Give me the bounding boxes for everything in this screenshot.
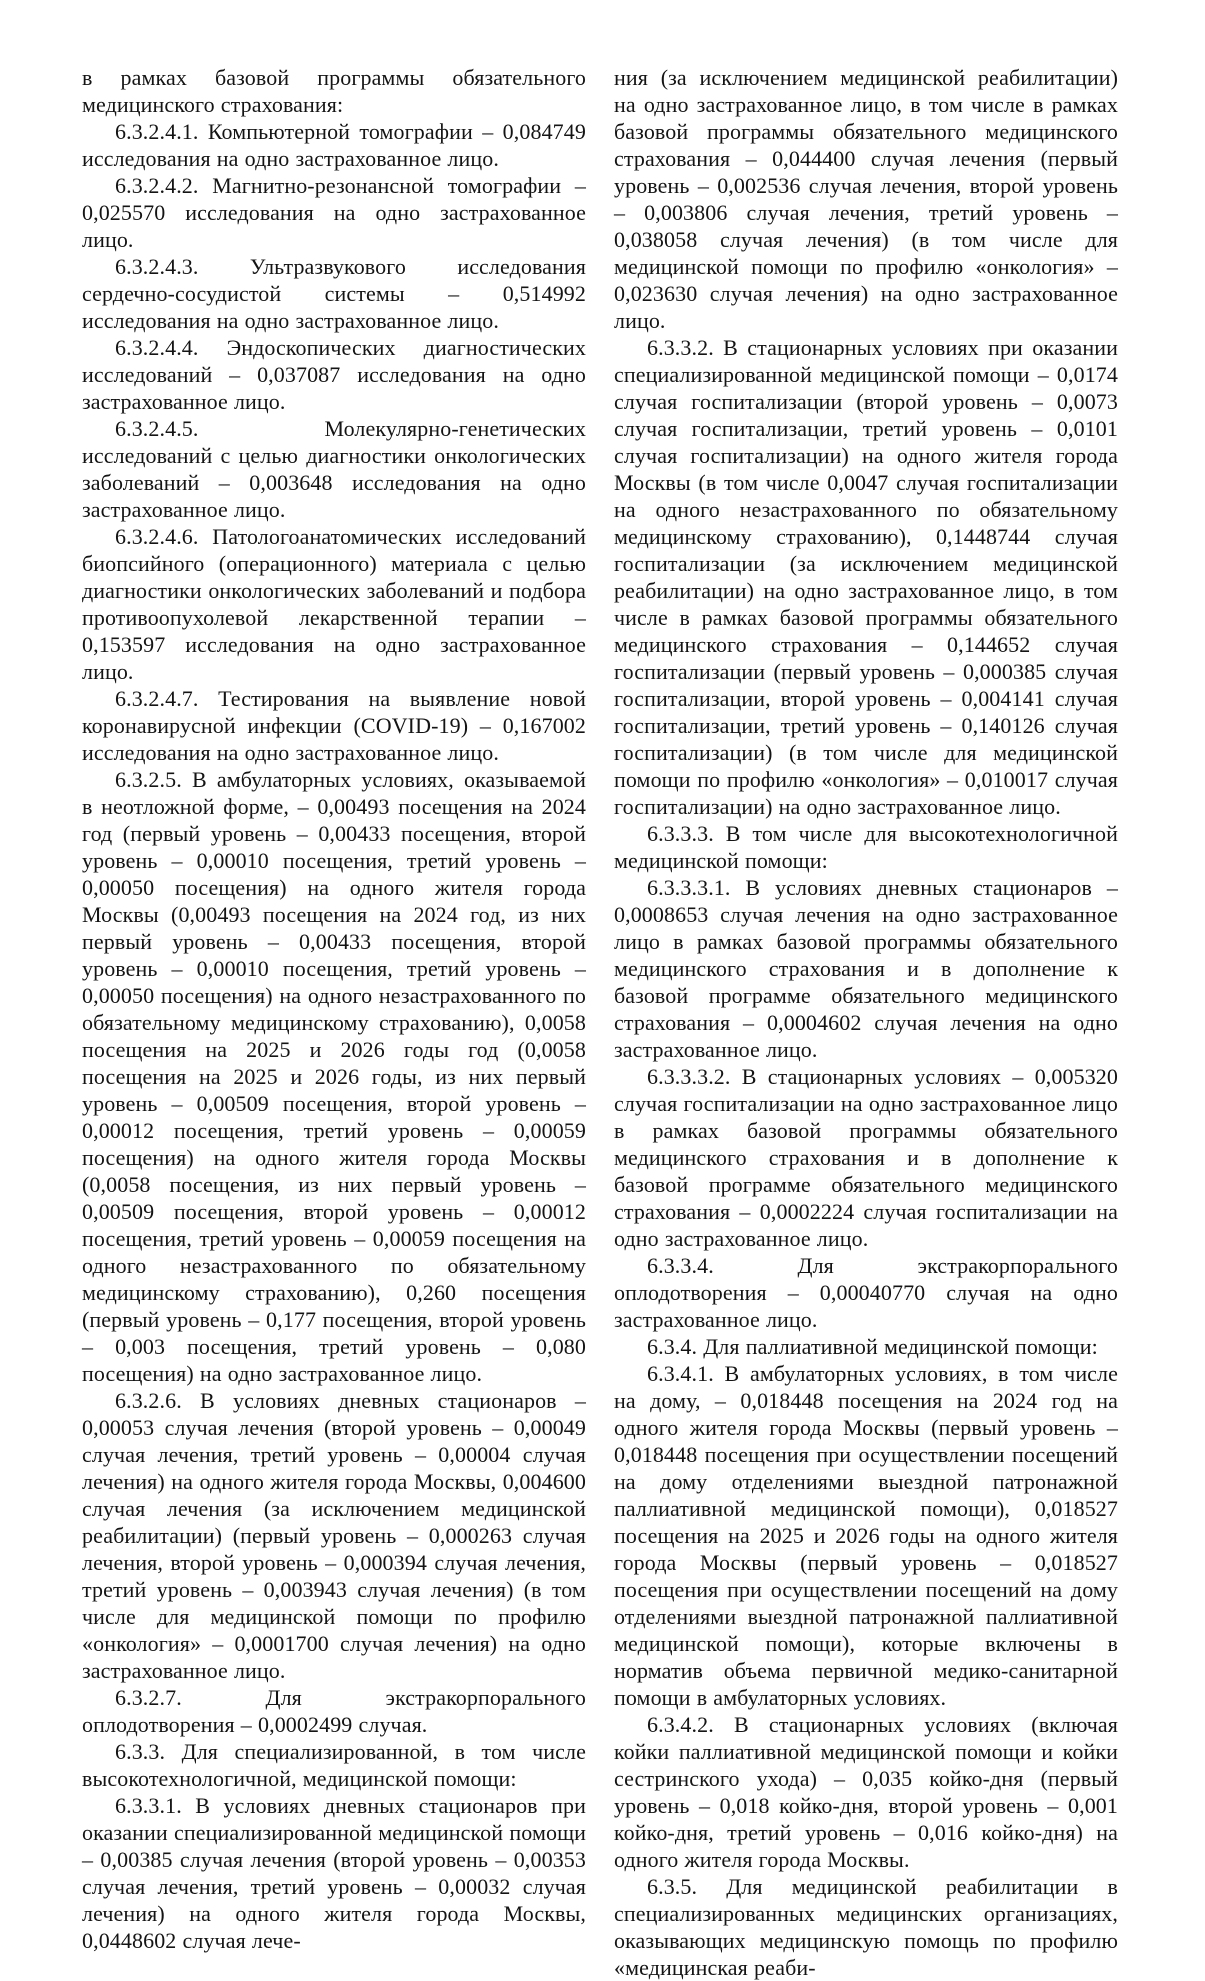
paragraph: 6.3.4. Для паллиативной медицинской помощи: xyxy=(647,1334,1098,1359)
paragraph: 6.3.5. Для медицинской реабилитации в специализированных медицинских организациях, оказывающих медицинскую помощь по профилю «медицинская реаби- xyxy=(614,1874,1118,1980)
paragraph: 6.3.2.4.1. Компьютерной томографии – 0,084749 исследования на одно застрахованное лицо. xyxy=(82,119,586,171)
paragraph: 6.3.2.4.6. Патологоанатомических исследований биопсийного (операционного) материала с целью диагностики онкологических заболеваний и подбора противоопухолевой лекарственной терапии – 0,153597 исследования на одно застрахованное лицо. xyxy=(82,524,586,684)
paragraph: 6.3.2.4.2. Магнитно-резонансной томографии – 0,025570 исследования на одно застрахованное лицо. xyxy=(82,173,586,252)
text-column-left xyxy=(82,64,586,1981)
paragraph: 6.3.3. Для специализированной, в том числе высокотехнологичной, медицинской помощи: xyxy=(82,1739,586,1791)
paragraph: 6.3.2.4.5. Молекулярно-генетических исследований с целью диагностики онкологических заболеваний – 0,003648 исследования на одно застрахованное лицо. xyxy=(82,416,586,522)
paragraph: 6.3.3.2. В стационарных условиях при оказании специализированной медицинской помощи – 0,0174 случая госпитализации (второй уровень – 0,0073 случая госпитализации, третий уровень – 0,0101 случая госпитализации) на одного жителя города Москвы (в том числе 0,0047 случая госпитализации на одного незастрахованного по обязательному медицинскому страхованию), 0,1448744 случая госпитализации (за исключением медицинской реабилитации) на одно застрахованное лицо, в том числе в рамках базовой программы обязательного медицинского страхования – 0,144652 случая госпитализации (первый уровень – 0,000385 случая госпитализации, второй уровень – 0,004141 случая госпитализации, третий уровень – 0,140126 случая госпитализации) (в том числе для медицинской помощи по профилю «онкология» – 0,010017 случая госпитализации) на одно застрахованное лицо. xyxy=(614,335,1118,819)
paragraph: в рамках базовой программы обязательного медицинского страхования: xyxy=(82,65,586,117)
paragraph: 6.3.3.4. Для экстракорпорального оплодотворения – 0,00040770 случая на одно застрахованное лицо. xyxy=(614,1253,1118,1332)
paragraph: ния (за исключением медицинской реабилитации) на одно застрахованное лицо, в том числе в рамках базовой программы обязательного медицинского страхования – 0,044400 случая лечения (первый уровень – 0,002536 случая лечения, второй уровень – 0,003806 случая лечения, третий уровень – 0,038058 случая лечения) (в том числе для медицинской помощи по профилю «онкология» – 0,023630 случая лечения) на одно застрахованное лицо. xyxy=(614,65,1118,333)
paragraph: 6.3.3.1. В условиях дневных стационаров при оказании специализированной медицинской помощи – 0,00385 случая лечения (второй уровень – 0,00353 случая лечения, третий уровень – 0,00032 случая лечения) на одного жителя города Москвы, 0,0448602 случая лече- xyxy=(82,1793,586,1953)
text-column-right xyxy=(614,64,1118,1981)
paragraph: 6.3.2.4.3. Ультразвукового исследования сердечно-сосудистой системы – 0,514992 исследования на одно застрахованное лицо. xyxy=(82,254,586,333)
paragraph: 6.3.2.5. В амбулаторных условиях, оказываемой в неотложной форме, – 0,00493 посещения на 2024 год (первый уровень – 0,00433 посещения, второй уровень – 0,00010 посещения, третий уровень – 0,00050 посещения) на одного жителя города Москвы (0,00493 посещения на 2024 год, из них первый уровень – 0,00433 посещения, второй уровень – 0,00010 посещения, третий уровень – 0,00050 посещения) на одного незастрахованного по обязательному медицинскому страхованию), 0,0058 посещения на 2025 и 2026 годы год (0,0058 посещения на 2025 и 2026 годы, из них первый уровень – 0,00509 посещения, второй уровень – 0,00012 посещения, третий уровень – 0,00059 посещения) на одного жителя города Москвы (0,0058 посещения, из них первый уровень – 0,00509 посещения, второй уровень – 0,00012 посещения, третий уровень – 0,00059 посещения на одного незастрахованного по обязательному медицинскому страхованию), 0,260 посещения (первый уровень – 0,177 посещения, второй уровень – 0,003 посещения, третий уровень – 0,080 посещения) на одно застрахованное лицо. xyxy=(82,767,586,1386)
paragraph: 6.3.3.3.2. В стационарных условиях – 0,005320 случая госпитализации на одно застрахованное лицо в рамках базовой программы обязательного медицинского страхования и в дополнение к базовой программе обязательного медицинского страхования – 0,0002224 случая госпитализации на одно застрахованное лицо. xyxy=(614,1064,1118,1251)
document-page xyxy=(82,64,1118,1981)
paragraph: 6.3.4.1. В амбулаторных условиях, в том числе на дому, – 0,018448 посещения на 2024 год на одного жителя города Москвы (первый уровень – 0,018448 посещения при осуществлении посещений на дому отделениями выездной патронажной паллиативной медицинской помощи), 0,018527 посещения на 2025 и 2026 годы на одного жителя города Москвы (первый уровень – 0,018527 посещения при осуществлении посещений на дому отделениями выездной патронажной паллиативной медицинской помощи), которые включены в норматив объема первичной медико-санитарной помощи в амбулаторных условиях. xyxy=(614,1361,1118,1710)
paragraph: 6.3.2.6. В условиях дневных стационаров – 0,00053 случая лечения (второй уровень – 0,00049 случая лечения, третий уровень – 0,00004 случая лечения) на одного жителя города Москвы, 0,004600 случая лечения (за исключением медицинской реабилитации) (первый уровень – 0,000263 случая лечения, второй уровень – 0,000394 случая лечения, третий уровень – 0,003943 случая лечения) (в том числе для медицинской помощи по профилю «онкология» – 0,0001700 случая лечения) на одно застрахованное лицо. xyxy=(82,1388,586,1683)
paragraph: 6.3.2.7. Для экстракорпорального оплодотворения – 0,0002499 случая. xyxy=(82,1685,586,1737)
paragraph: 6.3.4.2. В стационарных условиях (включая койки паллиативной медицинской помощи и койки сестринского ухода) – 0,035 койко-дня (первый уровень – 0,018 койко-дня, второй уровень – 0,001 койко-дня, третий уровень – 0,016 койко-дня) на одного жителя города Москвы. xyxy=(614,1712,1118,1872)
paragraph: 6.3.3.3.1. В условиях дневных стационаров – 0,0008653 случая лечения на одно застрахованное лицо в рамках базовой программы обязательного медицинского страхования и в дополнение к базовой программе обязательного медицинского страхования – 0,0004602 случая лечения на одно застрахованное лицо. xyxy=(614,875,1118,1062)
paragraph: 6.3.3.3. В том числе для высокотехнологичной медицинской помощи: xyxy=(614,821,1118,873)
paragraph: 6.3.2.4.4. Эндоскопических диагностических исследований – 0,037087 исследования на одно застрахованное лицо. xyxy=(82,335,586,414)
paragraph: 6.3.2.4.7. Тестирования на выявление новой коронавирусной инфекции (COVID-19) – 0,167002 исследования на одно застрахованное лицо. xyxy=(82,686,586,765)
